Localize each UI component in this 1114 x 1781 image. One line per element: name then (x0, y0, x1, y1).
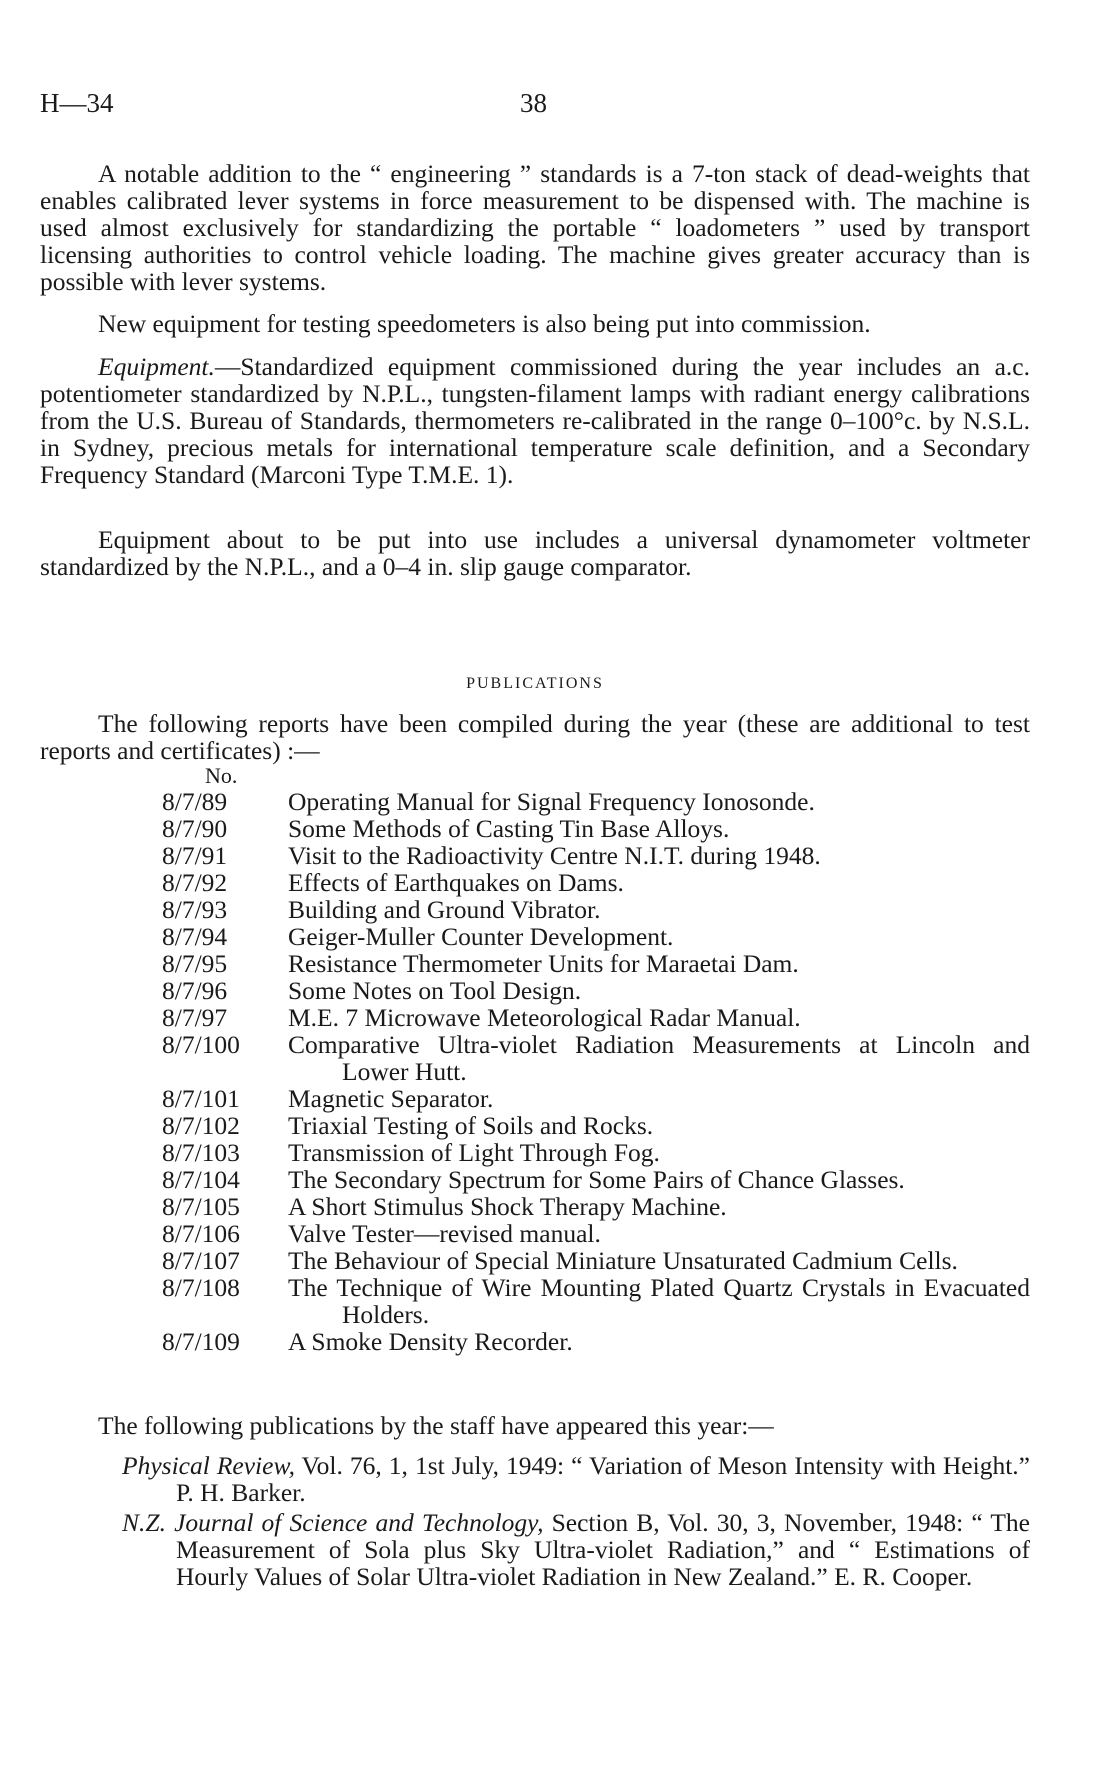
report-number: 8/7/89 (162, 787, 228, 816)
speedometers-paragraph: New equipment for testing speedometers is also being put into commission. (98, 309, 871, 338)
document-code: H—34 (40, 88, 114, 118)
report-title: The Behaviour of Special Miniature Unsaturated Cadmium Cells. (288, 1246, 958, 1275)
report-row (40, 1193, 1030, 1220)
report-row (40, 1085, 1030, 1112)
report-row (40, 815, 1030, 842)
journal-title: N.Z. Journal of Science and Technology, (122, 1508, 544, 1537)
staff-publication-entry (122, 1509, 1030, 1590)
report-row (40, 1166, 1030, 1193)
report-row (40, 1112, 1030, 1139)
page-number: 38 (520, 88, 547, 118)
report-number: 8/7/97 (162, 1003, 228, 1032)
report-number: 8/7/107 (162, 1246, 240, 1275)
report-row (40, 977, 1030, 1004)
report-title: Magnetic Separator. (288, 1084, 494, 1113)
report-number: 8/7/108 (162, 1273, 240, 1302)
report-title: Triaxial Testing of Soils and Rocks. (288, 1111, 654, 1140)
publication-details: Vol. 76, 1, 1st July, 1949: “ Variation of Meson Intensity with Height.” P. H. Barker. (176, 1451, 1030, 1507)
report-number: 8/7/100 (162, 1030, 240, 1059)
report-title: Valve Tester—revised manual. (288, 1219, 601, 1248)
report-row (40, 1220, 1030, 1247)
report-number: 8/7/93 (162, 895, 228, 924)
report-title: M.E. 7 Microwave Meteorological Radar Manual. (288, 1003, 801, 1032)
report-title: Geiger-Muller Counter Development. (288, 922, 674, 951)
report-row (40, 1139, 1030, 1166)
report-title: Transmission of Light Through Fog. (288, 1138, 660, 1167)
report-row (40, 1247, 1030, 1274)
publications-intro: The following reports have been compiled during the year (these are additional to test reports and certificates) :— (40, 709, 1030, 765)
report-row (40, 842, 1030, 869)
report-number: 8/7/101 (162, 1084, 240, 1113)
deadweights-paragraph: A notable addition to the “ engineering ” standards is a 7-ton stack of dead-weights that enables calibrated lever systems in force measurement to be dispensed with. The machine is used almost exclusively for standardizing the portable “ loadometers ” used by transport licensing authorities to control vehicle loading. The machine gives greater accuracy than is possible with lever systems. (40, 159, 1030, 296)
report-row (40, 896, 1030, 923)
equipment-text: —Standardized equipment commissioned during the year includes an a.c. potentiometer standardized by N.P.L., tungsten-filament lamps with radiant energy calibrations from the U.S. Bureau of Standards, thermometers re-calibrated in the range 0–100°c. by N.S.L. in Sydney, precious metals for international temperature scale definition, and a Secondary Frequency Standard (Marconi Type T.M.E. 1). (40, 352, 1030, 489)
report-list (40, 788, 1030, 1355)
report-title: A Short Stimulus Shock Therapy Machine. (288, 1192, 727, 1221)
report-row (40, 1274, 1030, 1328)
report-number: 8/7/104 (162, 1165, 240, 1194)
report-number: 8/7/90 (162, 814, 228, 843)
report-number: 8/7/96 (162, 976, 228, 1005)
report-number: 8/7/94 (162, 922, 228, 951)
journal-title: Physical Review, (122, 1451, 295, 1480)
report-row (40, 950, 1030, 977)
report-number: 8/7/106 (162, 1219, 240, 1248)
report-number: 8/7/102 (162, 1111, 240, 1140)
staff-publication-entry (122, 1452, 1030, 1506)
report-number: 8/7/91 (162, 841, 228, 870)
document-page (40, 0, 1030, 1781)
equipment-paragraph (40, 353, 1030, 488)
number-column-label: No. (205, 763, 238, 788)
report-title: Operating Manual for Signal Frequency Ionosonde. (288, 787, 815, 816)
report-title: Some Notes on Tool Design. (288, 976, 582, 1005)
report-row (40, 1031, 1030, 1085)
report-title: Visit to the Radioactivity Centre N.I.T. during 1948. (288, 841, 821, 870)
report-number: 8/7/103 (162, 1138, 240, 1167)
report-number: 8/7/92 (162, 868, 228, 897)
report-title: The Secondary Spectrum for Some Pairs of Chance Glasses. (288, 1165, 905, 1194)
publication-details: Section B, Vol. 30, 3, November, 1948: “ The Measurement of Sola plus Sky Ultra-violet Radiation,” and “ Estimations of Hourly Values of Solar Ultra-violet Radiation in New Zealand.” E. R. Cooper. (176, 1508, 1030, 1591)
publications-heading: PUBLICATIONS (466, 675, 604, 692)
report-title: Some Methods of Casting Tin Base Alloys. (288, 814, 730, 843)
equipment-label: Equipment. (98, 352, 215, 381)
report-row (40, 1004, 1030, 1031)
report-row (40, 1328, 1030, 1355)
report-title: Resistance Thermometer Units for Maraetai Dam. (288, 949, 799, 978)
report-row (40, 923, 1030, 950)
report-title: The Technique of Wire Mounting Plated Quartz Crystals in Evacuated Holders. (288, 1273, 1030, 1329)
report-title: A Smoke Density Recorder. (288, 1327, 573, 1356)
report-number: 8/7/95 (162, 949, 228, 978)
report-title: Effects of Earthquakes on Dams. (288, 868, 624, 897)
report-title: Comparative Ultra-violet Radiation Measurements at Lincoln and Lower Hutt. (288, 1030, 1030, 1086)
report-number: 8/7/105 (162, 1192, 240, 1221)
report-row (40, 788, 1030, 815)
staff-publications-intro: The following publications by the staff have appeared this year:— (98, 1411, 774, 1440)
report-title: Building and Ground Vibrator. (288, 895, 601, 924)
report-row (40, 869, 1030, 896)
page-header (40, 90, 1030, 120)
report-number: 8/7/109 (162, 1327, 240, 1356)
equipment-about-paragraph: Equipment about to be put into use includes a universal dynamometer voltmeter standardized by the N.P.L., and a 0–4 in. slip gauge comparator. (40, 525, 1030, 581)
